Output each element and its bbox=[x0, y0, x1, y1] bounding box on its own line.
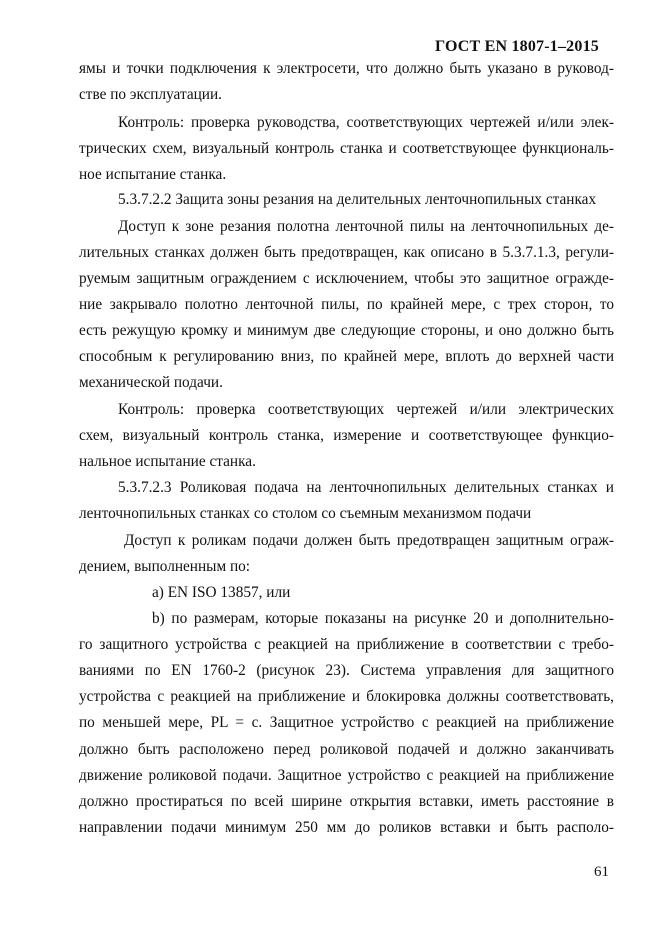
section-heading: ленточнопильных станках со столом со съемным механизмом подачи bbox=[79, 505, 532, 522]
text-line: движение роликовой подачи. Защитное устройство с реакцией на приближение bbox=[79, 767, 614, 784]
list-item: a) EN ISO 13857, или bbox=[152, 584, 291, 601]
text-line: руемым защитным ограждением с исключением, чтобы это защитное огражде- bbox=[79, 270, 614, 287]
text-line: ваниями по EN 1760-2 (рисунок 23). Система управления для защитного bbox=[79, 662, 614, 679]
text-line: Контроль: проверка руководства, соответствующих чертежей и/или элек- bbox=[118, 114, 614, 131]
text-line: схем, визуальный контроль станка, измерение и соответствующее функцио- bbox=[79, 427, 614, 444]
text-line: способным к регулированию вниз, по крайней мере, вплоть до верхней части bbox=[79, 348, 614, 365]
text-line: стве по эксплуатации. bbox=[79, 86, 222, 103]
section-heading: 5.3.7.2.2 Защита зоны резания на делительных ленточнопильных станках bbox=[118, 191, 597, 208]
text-line: ямы и точки подключения к электросети, что должно быть указано в руковод- bbox=[79, 60, 614, 77]
list-item: b) по размерам, которые показаны на рисунке 20 и дополнительно- bbox=[152, 610, 614, 627]
text-line: ние закрывало полотно ленточной пилы, по крайней мере, с трех сторон, то bbox=[79, 296, 614, 313]
text-line: Контроль: проверка соответствующих чертежей и/или электрических bbox=[118, 401, 614, 418]
text-line: лительных станках должен быть предотвращен, как описано в 5.3.7.1.3, регули- bbox=[79, 244, 614, 261]
text-line: направлении подачи минимум 250 мм до роликов вставки и быть располо- bbox=[79, 819, 614, 836]
text-line: трических схем, визуальный контроль станка и соответствующее функциональ- bbox=[79, 140, 614, 157]
text-line: должно быть расположено перед роликовой подачей и должно заканчивать bbox=[79, 741, 614, 758]
text-line: Доступ к зоне резания полотна ленточной пилы на ленточнопильных де- bbox=[118, 218, 614, 235]
document-header: ГОСТ EN 1807-1–2015 bbox=[434, 38, 599, 55]
text-line: нальное испытание станка. bbox=[79, 453, 256, 470]
text-line: по меньшей мере, PL = c. Защитное устройство с реакцией на приближение bbox=[79, 714, 614, 731]
text-line: механической подачи. bbox=[79, 374, 223, 391]
text-line: го защитного устройства с реакцией на приближение в соответствии с требо- bbox=[79, 636, 614, 653]
text-line: устройства с реакцией на приближение и блокировка должны соответствовать, bbox=[79, 688, 614, 705]
text-line: есть режущую кромку и минимум две следующие стороны, и оно должно быть bbox=[79, 322, 614, 339]
text-line: Доступ к роликам подачи должен быть предотвращен защитным ограж- bbox=[124, 532, 614, 549]
text-line: дением, выполненным по: bbox=[79, 558, 251, 575]
text-line: должно простираться по всей ширине открытия вставки, иметь расстояние в bbox=[79, 793, 614, 810]
text-line: ное испытание станка. bbox=[79, 166, 227, 183]
page-number: 61 bbox=[594, 864, 609, 880]
section-heading: 5.3.7.2.3 Роликовая подача на ленточнопильных делительных станках и bbox=[118, 479, 614, 496]
